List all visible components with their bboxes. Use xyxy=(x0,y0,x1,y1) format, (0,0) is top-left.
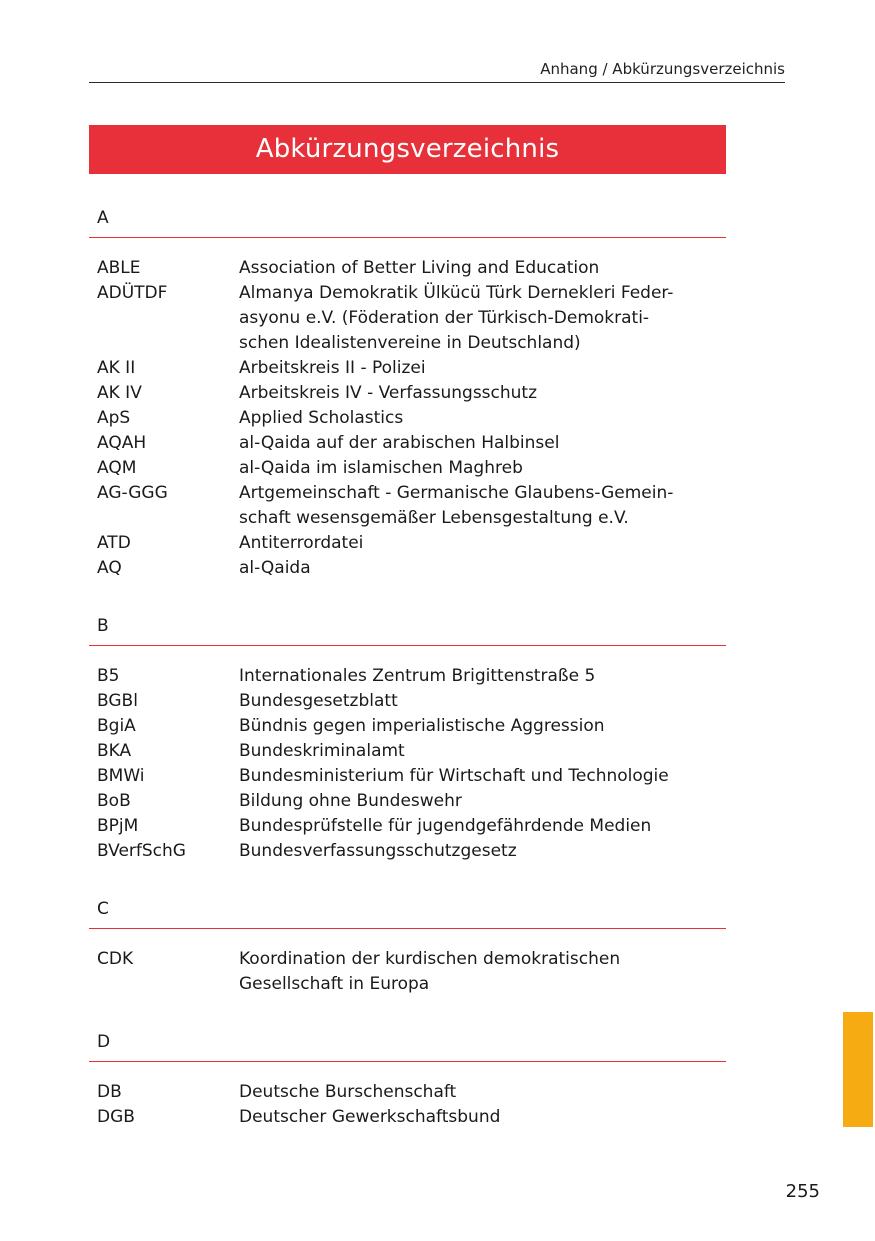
abbreviation: BVerfSchG xyxy=(97,841,186,861)
running-header-title: Anhang / Abkürzungsverzeichnis xyxy=(540,60,785,78)
abbreviation: BGBl xyxy=(97,691,138,711)
definition xyxy=(239,689,714,714)
running-header xyxy=(89,58,785,83)
definition xyxy=(239,406,714,431)
definition xyxy=(239,664,714,689)
list-item xyxy=(89,356,726,381)
list-item xyxy=(89,431,726,456)
definition xyxy=(239,789,714,814)
abbreviation: BoB xyxy=(97,791,131,811)
definition-line: Bündnis gegen imperialistische Aggression xyxy=(239,716,605,736)
list-item xyxy=(89,556,726,581)
definition-line: schaft wesensgemäßer Lebensgestaltung e.V. xyxy=(239,508,629,528)
definition-line: Bundesprüfstelle für jugendgefährdende Medien xyxy=(239,816,652,836)
abbreviation: BgiA xyxy=(97,716,136,736)
definition-line: asyonu e.V. (Föderation der Türkisch-Demokrati- xyxy=(239,308,650,328)
section-letter: D xyxy=(89,1023,726,1062)
definition xyxy=(239,481,714,531)
section-d xyxy=(89,1023,726,1156)
list-item xyxy=(89,789,726,814)
section-a xyxy=(89,199,726,607)
abbreviation: BKA xyxy=(97,741,132,761)
list-item xyxy=(89,481,726,531)
abbreviation: ADÜTDF xyxy=(97,283,168,303)
definition-line: schen Idealistenvereine in Deutschland) xyxy=(239,333,581,353)
abbreviation-list xyxy=(89,199,726,1156)
section-b xyxy=(89,607,726,890)
definition-line: Applied Scholastics xyxy=(239,408,404,428)
definition xyxy=(239,256,714,281)
chapter-thumb-tab xyxy=(843,1012,873,1127)
abbreviation: BPjM xyxy=(97,816,139,836)
definition-line: Bundeskriminalamt xyxy=(239,741,405,761)
definition-line: Bundesgesetzblatt xyxy=(239,691,398,711)
abbreviation: ApS xyxy=(97,408,131,428)
list-item xyxy=(89,381,726,406)
definition-line: Almanya Demokratik Ülkücü Türk Dernekleri Feder- xyxy=(239,283,674,303)
definition-line: Deutsche Burschenschaft xyxy=(239,1082,457,1102)
definition xyxy=(239,381,714,406)
abbreviation: BMWi xyxy=(97,766,145,786)
list-item xyxy=(89,739,726,764)
list-item xyxy=(89,531,726,556)
list-item xyxy=(89,256,726,281)
definition xyxy=(239,281,714,356)
definition xyxy=(239,531,714,556)
section-letter: A xyxy=(89,199,726,238)
section-entries xyxy=(89,1062,726,1156)
list-item xyxy=(89,1105,726,1130)
definition-line: al-Qaida im islamischen Maghreb xyxy=(239,458,523,478)
definition xyxy=(239,356,714,381)
definition xyxy=(239,714,714,739)
definition-line: Bundesverfassungsschutzgesetz xyxy=(239,841,517,861)
abbreviation: AQ xyxy=(97,558,122,578)
section-entries xyxy=(89,929,726,1023)
definition-line: Artgemeinschaft - Germanische Glaubens-Gemein- xyxy=(239,483,674,503)
definition-line: Gesellschaft in Europa xyxy=(239,974,430,994)
definition xyxy=(239,431,714,456)
definition-line: Arbeitskreis IV - Verfassungsschutz xyxy=(239,383,538,403)
list-item xyxy=(89,764,726,789)
definition-line: al-Qaida xyxy=(239,558,311,578)
definition xyxy=(239,556,714,581)
section-letter: B xyxy=(89,607,726,646)
definition xyxy=(239,1105,714,1130)
list-item xyxy=(89,281,726,356)
definition-line: Bildung ohne Bundeswehr xyxy=(239,791,462,811)
definition-line: Internationales Zentrum Brigittenstraße 5 xyxy=(239,666,596,686)
definition xyxy=(239,739,714,764)
list-item xyxy=(89,947,726,997)
list-item xyxy=(89,406,726,431)
section-entries xyxy=(89,646,726,890)
abbreviation: AK II xyxy=(97,358,136,378)
abbreviation: AK IV xyxy=(97,383,142,403)
page-title-banner xyxy=(89,125,726,174)
list-item xyxy=(89,456,726,481)
section-letter: C xyxy=(89,890,726,929)
list-item xyxy=(89,1080,726,1105)
definition xyxy=(239,947,714,997)
definition-line: Koordination der kurdischen demokratischen xyxy=(239,949,621,969)
definition xyxy=(239,764,714,789)
section-c xyxy=(89,890,726,1023)
definition xyxy=(239,456,714,481)
abbreviation: DB xyxy=(97,1082,122,1102)
definition-line: Bundesministerium für Wirtschaft und Technologie xyxy=(239,766,669,786)
definition-line: al-Qaida auf der arabischen Halbinsel xyxy=(239,433,560,453)
page-title: Abkürzungsverzeichnis xyxy=(255,134,560,164)
abbreviation: AQAH xyxy=(97,433,147,453)
definition-line: Deutscher Gewerkschaftsbund xyxy=(239,1107,501,1127)
abbreviation: ABLE xyxy=(97,258,141,278)
abbreviation: B5 xyxy=(97,666,120,686)
abbreviation: CDK xyxy=(97,949,134,969)
definition xyxy=(239,839,714,864)
list-item xyxy=(89,839,726,864)
abbreviation: AQM xyxy=(97,458,137,478)
abbreviation: AG-GGG xyxy=(97,483,168,503)
definition-line: Arbeitskreis II - Polizei xyxy=(239,358,426,378)
abbreviation: ATD xyxy=(97,533,131,553)
list-item xyxy=(89,714,726,739)
list-item xyxy=(89,664,726,689)
definition-line: Antiterrordatei xyxy=(239,533,364,553)
definition xyxy=(239,1080,714,1105)
list-item xyxy=(89,814,726,839)
abbreviation: DGB xyxy=(97,1107,135,1127)
definition-line: Association of Better Living and Education xyxy=(239,258,600,278)
definition xyxy=(239,814,714,839)
page-number: 255 xyxy=(785,1181,820,1202)
list-item xyxy=(89,689,726,714)
section-entries xyxy=(89,238,726,607)
